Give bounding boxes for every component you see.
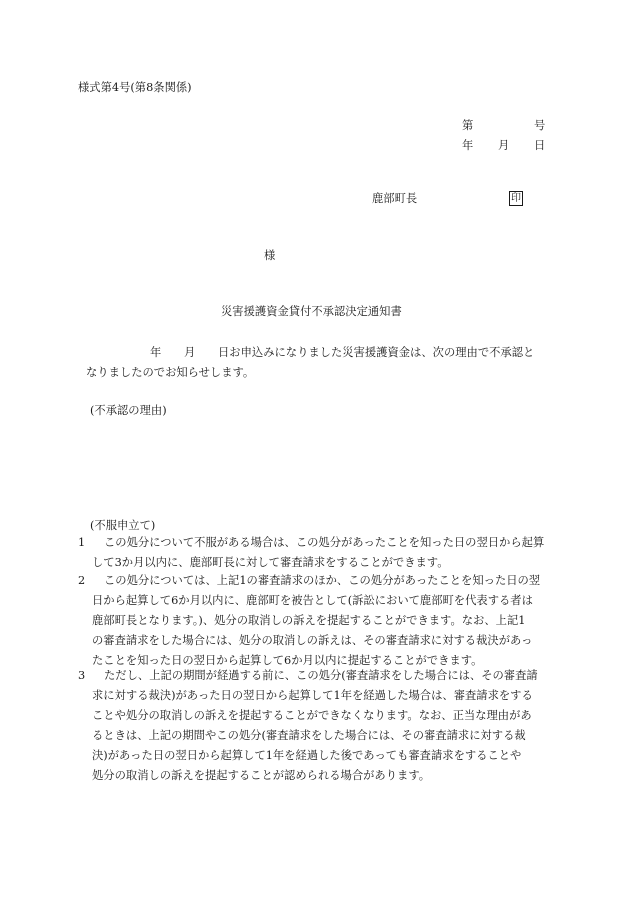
intro-line1: 日お申込みになりました災害援護資金は、次の理由で不承認と bbox=[218, 346, 535, 359]
appeal-item-line: の審査請求をした場合には、処分の取消しの訴えは、その審査請求に対する裁決があっ bbox=[92, 634, 533, 647]
appeal-item-line: 処分の取消しの訴えを提起することが認められる場合があります。 bbox=[92, 769, 431, 782]
addressee-suffix: 様 bbox=[264, 249, 276, 262]
doc-number-suffix: 号 bbox=[534, 119, 546, 132]
intro-paragraph bbox=[86, 343, 552, 383]
appeal-item-line: 決)があった日の翌日から起算して1年を経過した後であっても審査請求をすることや bbox=[92, 749, 522, 762]
appeal-item-line: るときは、上記の期間やこの処分(審査請求をした場合には、その審査請求に対する裁 bbox=[92, 729, 526, 742]
appeal-item-line: して3か月以内に、鹿部町長に対して審査請求をすることができます。 bbox=[92, 556, 449, 569]
appeal-item-line: たことを知った日の翌日から起算して6か月以内に提起することができます。 bbox=[92, 654, 483, 667]
appeal-item-number: 1 bbox=[78, 536, 86, 549]
intro-year: 年 bbox=[150, 346, 162, 359]
intro-month: 月 bbox=[184, 346, 196, 359]
appeal-item-1 bbox=[78, 533, 548, 573]
appeal-item-line: この処分について不服がある場合は、この処分があったことを知った日の翌日から起算 bbox=[104, 536, 545, 549]
date-day: 日 bbox=[534, 139, 546, 152]
date-year: 年 bbox=[462, 139, 474, 152]
appeal-item-line: 日から起算して6か月以内に、鹿部町を被告として(訴訟において鹿部町を代表する者は bbox=[92, 594, 533, 607]
appeal-item-line: 求に対する裁決)があった日の翌日から起算して1年を経過した場合は、審査請求をする bbox=[92, 689, 533, 702]
seal-stamp: 印 bbox=[511, 193, 521, 204]
issuer-title: 鹿部町長 bbox=[372, 192, 418, 205]
form-label: 様式第4号(第8条関係) bbox=[78, 81, 192, 94]
appeal-heading: (不服申立て) bbox=[90, 519, 156, 532]
doc-title: 災害援護資金貸付不承認決定通知書 bbox=[221, 305, 402, 318]
appeal-item-line: この処分については、上記1の審査請求のほか、この処分があったことを知った日の翌 bbox=[104, 574, 541, 587]
appeal-item-line: ことや処分の取消しの訴えを提起することができなくなります。なお、正当な理由があ bbox=[92, 709, 532, 722]
appeal-item-number: 3 bbox=[78, 669, 86, 682]
reason-heading: (不承認の理由) bbox=[90, 404, 167, 417]
date-month: 月 bbox=[498, 139, 510, 152]
appeal-item-line: 鹿部町長となります。)、処分の取消しの訴えを提起することができます。なお、上記1 bbox=[92, 614, 526, 627]
doc-number-prefix: 第 bbox=[462, 119, 474, 132]
appeal-item-2 bbox=[78, 571, 548, 671]
appeal-item-number: 2 bbox=[78, 574, 86, 587]
intro-line2: なりましたのでお知らせします。 bbox=[86, 366, 255, 379]
appeal-item-3 bbox=[78, 666, 548, 786]
appeal-item-line: ただし、上記の期間が経過する前に、この処分(審査請求をした場合には、その審査請 bbox=[104, 669, 538, 682]
